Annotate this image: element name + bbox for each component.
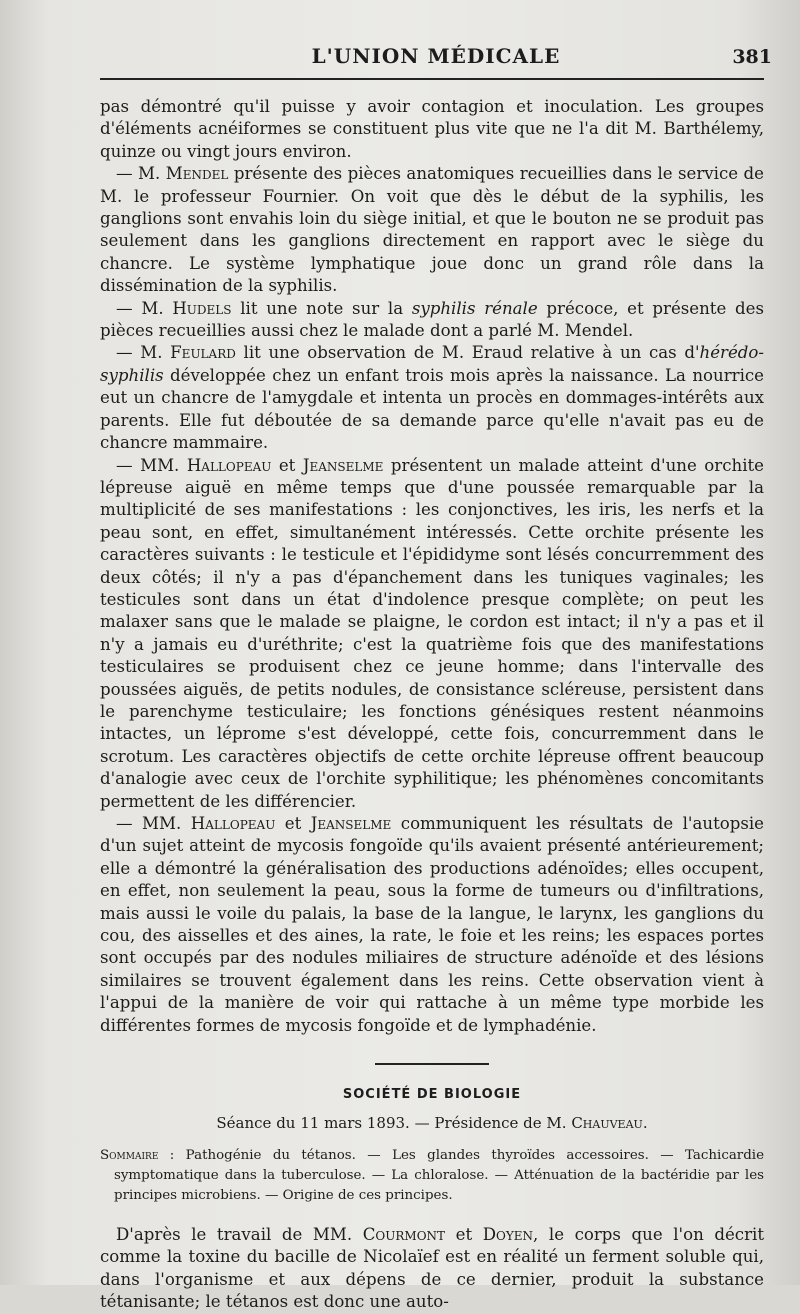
seance-period: .: [642, 1114, 648, 1133]
summary-label: Sommaire: [100, 1148, 159, 1164]
speaker-name: Hudels: [172, 298, 232, 318]
paragraph-text: précoce, et présente des pièces recueillies aussi chez le malade dont a parlé M. Mendel.: [100, 298, 764, 341]
paragraph-text: D'après le travail de MM.: [116, 1225, 363, 1245]
speaker-name: Mendel: [165, 164, 229, 184]
section-title: SOCIÉTÉ DE BIOLOGIE: [342, 1087, 522, 1103]
dash-prefix: — MM.: [116, 455, 187, 475]
paragraph-1-text: pas démontré qu'il puisse y avoir contagion et inoculation. Les groupes d'éléments acnéiformes se constituent plus vite que ne l'a dit M. Barthélemy, quinze ou vingt jours environ.: [100, 97, 764, 161]
paragraph-text: développée chez un enfant trois mois après la naissance. La nourrice eut un chancre de l'amygdale et intenta un procès en dommages-intérêts aux parents. Elle fut déboutée de sa demande parce qu'elle n'avait pas eu de chancre mammaire.: [100, 365, 764, 453]
dash-prefix: — M.: [116, 298, 173, 318]
speaker-name: Feulard: [170, 343, 236, 363]
page-number: 381: [732, 46, 772, 68]
author-name: Doyen: [482, 1225, 534, 1245]
header-rule: [100, 78, 764, 80]
paragraph-text: , le corps que l'on décrit comme la toxine du bacille de Nicolaïef est en réalité un ferment soluble qui, dans l'organisme et aux dépens de ce dernier, produit la substance tétanisante; le tétanos est donc une auto-: [100, 1225, 764, 1312]
paragraph-tetanos: [100, 1224, 764, 1314]
article-body: [100, 96, 764, 1314]
paragraph-text: lit une observation de M. Eraud relative à un cas d': [235, 343, 700, 363]
speaker-name: Hallopeau: [190, 814, 276, 833]
president-name: Chauveau: [571, 1114, 643, 1133]
speaker-name: Jeanselme: [302, 455, 384, 475]
paragraph-text: lit une note sur la: [231, 298, 412, 318]
paragraph-text: présentent un malade atteint d'une orchite lépreuse aiguë en même temps que d'une poussée remarquable par la multiplicité de ses manifestations : les conjonctives, les iris, les nerfs et la peau sont, en effet, simultanément intéressés. Cette orchite présente les caractères suivants : le testicule et l'épididyme sont lésés concurremment des deux côtés; il n'y a pas d'épanchement dans les tuniques vaginales; les testicules sont dans un état d'indolence presque complète; on peut les malaxer sans que le malade se plaigne, le cordon est intact; il n'y a pas et il n'y a jamais eu d'uréthrite; c'est la quatrième fois que des manifestations testiculaires se produisent chez ce jeune homme; dans l'intervalle des poussées aiguës, de petits nodules, de consistance scléreuse, persistent dans le parenchyme testiculaire; les fonctions génésiques restent néanmoins intactes, un léprome s'est développé, cette fois, concurremment dans le scrotum. Les caractères objectifs de cette orchite lépreuse offrent beaucoup d'analogie avec ceux de l'orchite syphilitique; les phénomènes concomitants permettent de les différencier.: [100, 455, 764, 811]
speaker-name: Hallopeau: [186, 455, 272, 475]
italic-term: hérédo-syphilis: [100, 343, 764, 385]
paragraph-feulard: [100, 342, 764, 454]
seance-text: Séance du 11 mars 1893. — Présidence de M.: [216, 1114, 572, 1133]
paragraph-mycosis: [100, 813, 764, 1037]
paragraph-text: communiquent les résultats de l'autopsie d'un sujet atteint de mycosis fongoïde qu'ils avaient présenté antérieurement; elle a démontré la généralisation des productions adénoïdes; elles occupent, en effet, non seulement la peau, sous la forme de tumeurs ou d'infiltrations, mais aussi le voile du palais, la base de la langue, le larynx, les ganglions du cou, des aisselles et des aines, la rate, le foie et les reins; les espaces portes sont occupés par des nodules miliaires de structure adénoïde et des lésions similaires se trouvent également dans les reins. Cette observation vient à l'appui de la manière de voir qui rattache à un même type morbide les différentes formes de mycosis fongoïde et de lymphadénie.: [100, 814, 764, 1035]
paragraph-hudels: [100, 298, 764, 343]
paragraph-1: [100, 96, 764, 163]
dash-prefix: — M.: [116, 343, 171, 363]
speaker-name: Jeanselme: [310, 814, 392, 833]
paragraph-orchite: [100, 455, 764, 814]
author-name: Courmont: [362, 1225, 446, 1245]
summary: [100, 1146, 764, 1206]
dash-prefix: — MM.: [116, 814, 191, 833]
conjunction: et: [275, 814, 311, 833]
italic-term: syphilis rénale: [411, 298, 538, 318]
dash-prefix: — M.: [116, 164, 166, 184]
conjunction: et: [445, 1225, 483, 1245]
seance-line: [100, 1114, 764, 1132]
paragraph-mendel: [100, 163, 764, 297]
running-title: L'UNION MÉDICALE: [311, 44, 561, 68]
paragraph-text: présente des pièces anatomiques recueillies dans le service de M. le professeur Fournier. On voit que dès le début de la syphilis, les ganglions sont envahis loin du siège initial, et que le bouton ne se produit pas seulement dans les ganglions directement en rapport avec le siège du chancre. Le système lymphatique joue donc un grand rôle dans la dissémination de la syphilis.: [100, 164, 764, 296]
conjunction: et: [271, 455, 303, 475]
section-separator: [375, 1063, 489, 1065]
summary-text: : Pathogénie du tétanos. — Les glandes thyroïdes accessoires. — Tachicardie symptomatique dans la tuberculose. — La chloralose. — Atténuation de la bactéridie par les principes microbiens. — Origine de ces principes.: [114, 1148, 764, 1204]
page-header: [100, 44, 772, 74]
